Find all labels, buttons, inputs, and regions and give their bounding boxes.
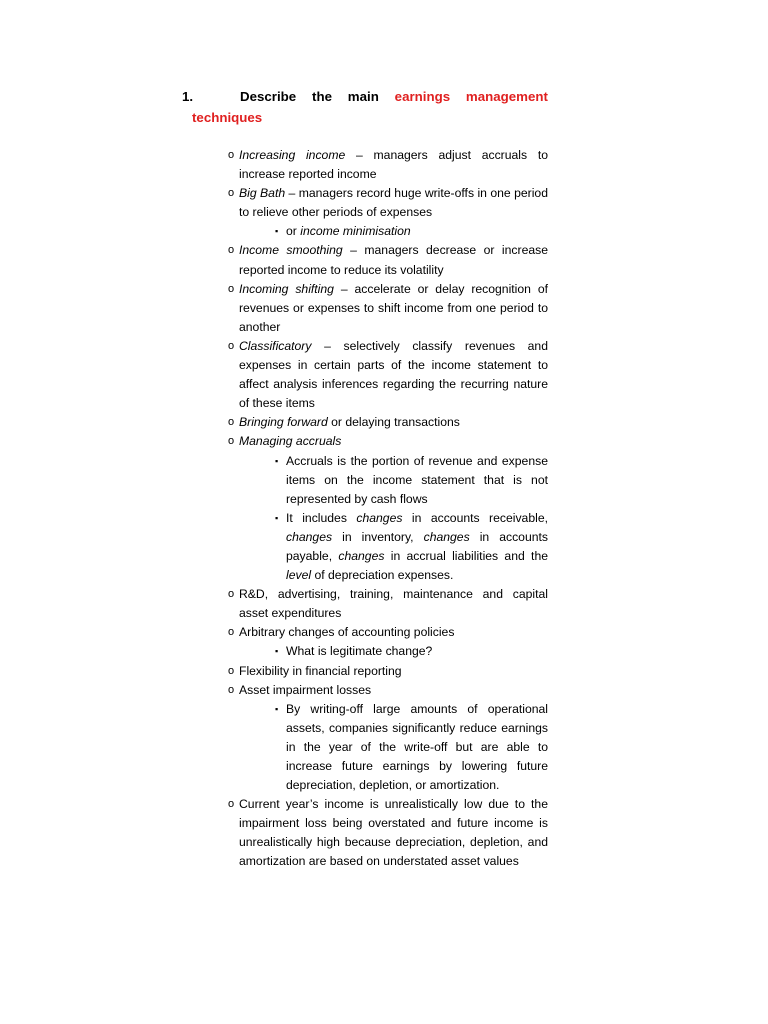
sub-list-item bbox=[275, 452, 548, 509]
heading-word: the bbox=[312, 89, 332, 104]
italic-term: Big Bath bbox=[239, 186, 286, 201]
circle-bullet-icon: o bbox=[228, 683, 235, 696]
item-text: in accounts receivable, bbox=[402, 510, 548, 525]
item-text: or delaying transactions bbox=[327, 415, 460, 430]
italic-term: changes bbox=[286, 529, 333, 544]
list-item bbox=[228, 413, 548, 432]
italic-term: Income smoothing bbox=[239, 243, 343, 258]
item-text: What is legitimate change? bbox=[286, 644, 433, 659]
item-text: Accruals is the portion of revenue and expense items on the income statement that is not represented by cash flows bbox=[286, 453, 548, 506]
item-text: Current year’s income is unrealistically low due to the impairment loss being overstated and future income is unrealistically high because depreciation, depletion, and amortization are based on understated asset values bbox=[239, 797, 548, 869]
circle-bullet-icon: o bbox=[228, 664, 235, 677]
italic-term: Classificatory bbox=[239, 338, 312, 353]
circle-bullet-icon: o bbox=[228, 244, 235, 257]
list-item bbox=[228, 681, 548, 700]
square-bullet-icon: ▪ bbox=[275, 512, 279, 523]
circle-bullet-icon: o bbox=[228, 149, 235, 161]
list-item bbox=[228, 585, 548, 623]
circle-bullet-icon: o bbox=[228, 626, 235, 639]
question-number: 1. bbox=[182, 89, 194, 104]
item-text: Arbitrary changes of accounting policies bbox=[239, 625, 455, 640]
list-item bbox=[228, 146, 548, 184]
square-bullet-icon: ▪ bbox=[275, 703, 279, 714]
square-bullet-icon: ▪ bbox=[275, 646, 279, 657]
list-item bbox=[228, 241, 548, 279]
heading-line-2: techniques bbox=[192, 110, 263, 125]
circle-bullet-icon: o bbox=[228, 416, 235, 429]
item-text: – managers adjust accruals to increase reported income bbox=[239, 148, 548, 182]
italic-term: changes bbox=[338, 548, 385, 563]
item-text: in accounts payable, bbox=[286, 529, 548, 563]
heading-highlight-word: earnings bbox=[394, 89, 451, 104]
italic-term: income minimisation bbox=[300, 224, 411, 239]
sub-list-item bbox=[275, 642, 548, 661]
list-item bbox=[228, 623, 548, 642]
item-text: – accelerate or delay recognition of revenues or expenses to shift income from one period to another bbox=[239, 281, 548, 334]
item-text: or bbox=[286, 224, 301, 239]
list-item bbox=[228, 184, 548, 222]
item-text: Flexibility in financial reporting bbox=[239, 663, 402, 678]
circle-bullet-icon: o bbox=[228, 282, 235, 295]
italic-term: Bringing forward bbox=[239, 415, 328, 430]
sub-list-item bbox=[275, 700, 548, 795]
list-item bbox=[228, 795, 548, 871]
list-item bbox=[228, 337, 548, 413]
technique-list bbox=[0, 146, 768, 872]
circle-bullet-icon: o bbox=[228, 435, 235, 448]
item-text: in accrual liabilities and the bbox=[384, 548, 548, 563]
heading-line-1 bbox=[240, 86, 548, 108]
item-text: R&D, advertising, training, maintenance and capital asset expenditures bbox=[239, 587, 548, 621]
sub-list-item bbox=[275, 509, 548, 585]
heading-word: Describe bbox=[240, 89, 297, 104]
square-bullet-icon: ▪ bbox=[275, 455, 279, 466]
item-text: of depreciation expenses. bbox=[311, 568, 454, 583]
italic-term: Managing accruals bbox=[239, 434, 342, 449]
circle-bullet-icon: o bbox=[228, 798, 235, 811]
italic-term: changes bbox=[423, 529, 470, 544]
italic-term: Increasing income bbox=[239, 148, 346, 162]
list-item bbox=[228, 662, 548, 681]
item-text: in inventory, bbox=[332, 529, 424, 544]
heading-word: main bbox=[347, 89, 379, 104]
sub-list-item bbox=[275, 222, 548, 241]
item-text: – managers decrease or increase reported income to reduce its volatility bbox=[239, 243, 548, 277]
italic-term: Incoming shifting bbox=[239, 281, 334, 296]
item-text: It includes bbox=[286, 510, 357, 525]
item-text: – managers record huge write-offs in one period to relieve other periods of expenses bbox=[239, 186, 548, 220]
italic-term: level bbox=[286, 568, 312, 583]
circle-bullet-icon: o bbox=[228, 339, 235, 352]
list-item bbox=[228, 280, 548, 337]
item-text: Asset impairment losses bbox=[239, 682, 372, 697]
item-text: – selectively classify revenues and expenses in certain parts of the income statement to affect analysis inferences regarding the recurring nature of these items bbox=[239, 338, 548, 411]
square-bullet-icon: ▪ bbox=[275, 226, 279, 237]
italic-term: changes bbox=[356, 510, 403, 525]
heading-highlight-word: management bbox=[465, 89, 548, 104]
circle-bullet-icon: o bbox=[228, 187, 235, 200]
circle-bullet-icon: o bbox=[228, 588, 235, 601]
list-item bbox=[228, 432, 548, 451]
item-text: By writing-off large amounts of operational assets, companies significantly reduce earnings in the year of the write-off but are able to increase future earnings by lowering future depreciation, depletion, or amortization. bbox=[286, 701, 548, 793]
question-heading bbox=[182, 86, 548, 108]
